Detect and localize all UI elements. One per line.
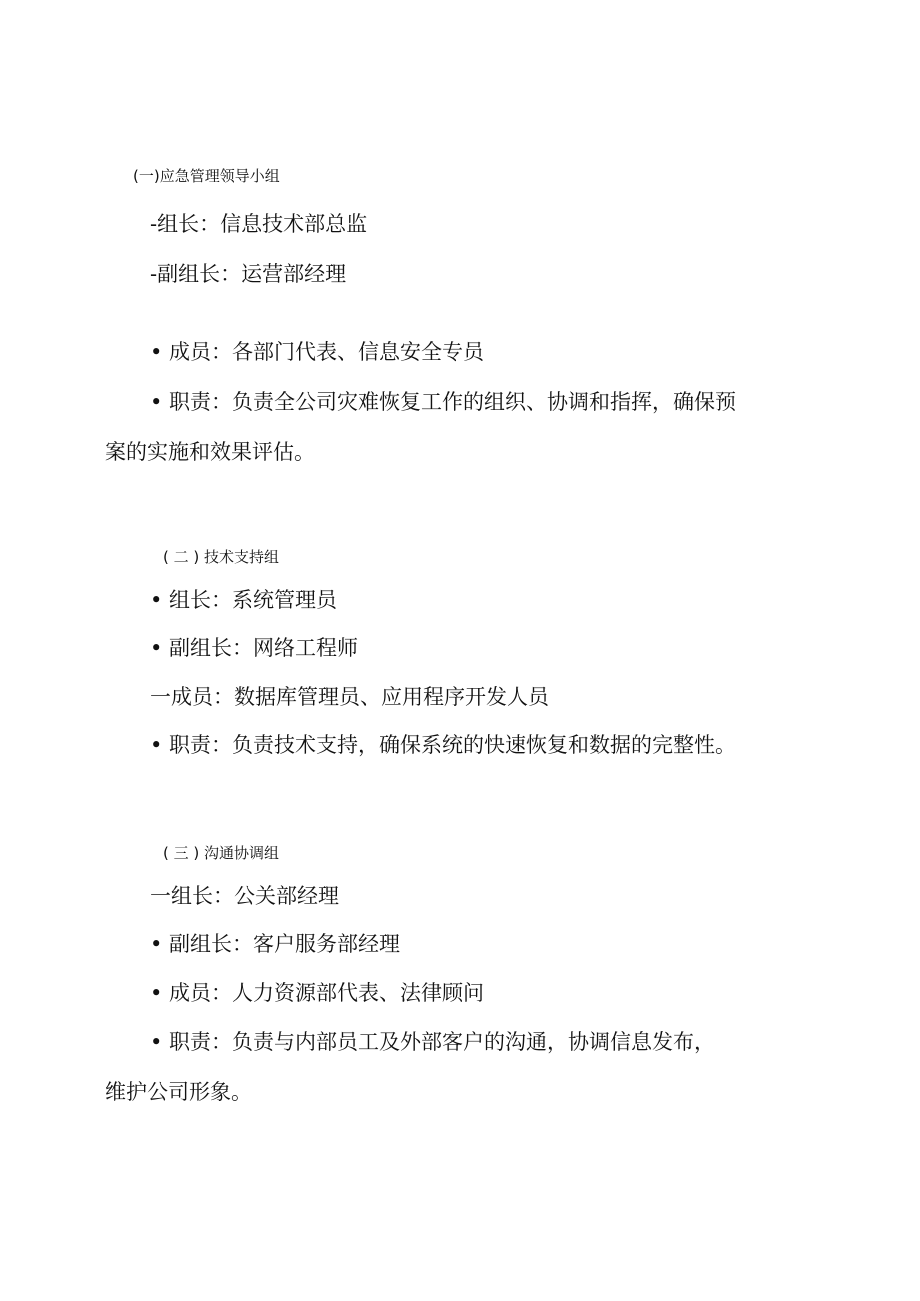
duties-line-1: • 职责：负责全公司灾难恢复工作的组织、协调和指挥，确保预 [150, 390, 737, 414]
deputy-leader-line: -副组长：运营部经理 [150, 262, 347, 286]
leader-line: 一组长：公关部经理 [150, 884, 339, 908]
duties-paragraph [105, 1028, 715, 1106]
section-heading-tech-support: ( 二 ) 技术支持组 [163, 548, 280, 566]
deputy-leader-line: • 副组长：客户服务部经理 [150, 932, 401, 956]
members-line: • 成员：人力资源部代表、法律顾问 [150, 981, 485, 1005]
duties-line-2: 案的实施和效果评估。 [105, 440, 315, 464]
duties-line-2: 维护公司形象。 [105, 1080, 252, 1104]
leader-line: • 组长：系统管理员 [150, 588, 338, 612]
section-heading-leadership: (一)应急管理领导小组 [133, 167, 280, 185]
duties-line-1: • 职责：负责与内部员工及外部客户的沟通，协调信息发布， [150, 1030, 716, 1054]
deputy-leader-line: • 副组长：网络工程师 [150, 636, 359, 660]
members-line: • 成员：各部门代表、信息安全专员 [150, 340, 485, 364]
section-heading-communication: ( 三 ) 沟通协调组 [163, 844, 280, 862]
duties-paragraph [105, 388, 736, 466]
members-line: 一成员：数据库管理员、应用程序开发人员 [150, 685, 549, 709]
duties-line: • 职责：负责技术支持，确保系统的快速恢复和数据的完整性。 [150, 733, 737, 757]
leader-line: -组长：信息技术部总监 [150, 212, 368, 236]
